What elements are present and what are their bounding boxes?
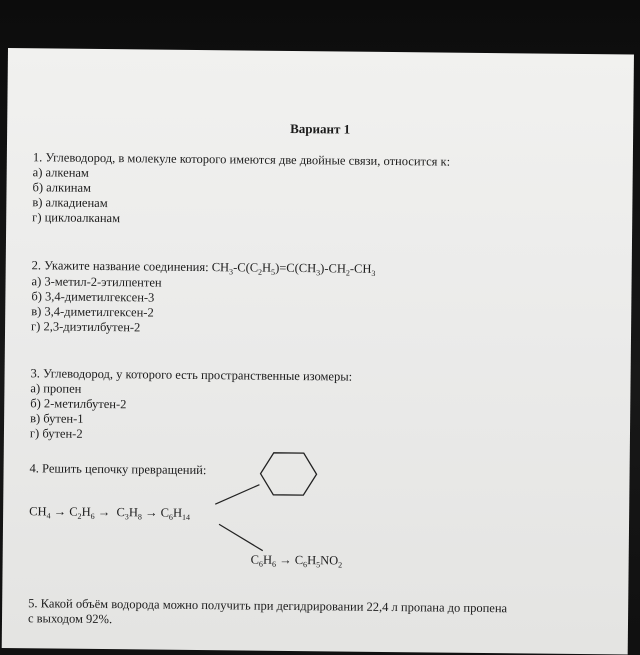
question-4-text: 4. Решить цепочку превращений: xyxy=(29,461,207,478)
question-3-text: 3. Углеводород, у которого есть пространственные изомеры: xyxy=(30,366,353,384)
variant-title: Вариант 1 xyxy=(290,120,351,137)
reaction-branch-lines xyxy=(213,480,274,561)
question-1-option-c: в) алкадиенам xyxy=(32,195,108,211)
question-2-option-b: б) 3,4-диметилгексен-3 xyxy=(31,289,155,305)
question-1-option-d: г) циклоалканам xyxy=(32,210,121,226)
question-2-option-a: а) 3-метил-2-этилпентен xyxy=(31,274,162,290)
question-2-formula: $CH_3-C(C_2H_5)=C(CH_3)-CH_2-CH_3$ xyxy=(211,260,376,278)
question-5-line-1: 5. Какой объём водорода можно получить при дегидрировании 22,4 л пропана до пропена xyxy=(28,596,508,616)
question-1-text: 1. Углеводород, в молекуле которого имеются две двойные связи, относится к: xyxy=(32,150,451,169)
question-3-option-b: б) 2-метилбутен-2 xyxy=(30,396,127,412)
worksheet-page xyxy=(2,48,634,655)
question-3-option-c: в) бутен-1 xyxy=(30,411,84,426)
arrow-icon: → xyxy=(97,504,111,520)
question-1-option-b: б) алкинам xyxy=(32,180,92,195)
question-2-option-c: в) 3,4-диметилгексен-2 xyxy=(31,304,154,320)
arrow-icon: → xyxy=(144,505,158,520)
question-2-option-d: г) 2,3-диэтилбутен-2 xyxy=(31,319,141,335)
question-1-option-a: а) алкенам xyxy=(32,165,89,180)
arrow-icon: → xyxy=(279,552,292,567)
question-3-option-d: г) бутен-2 xyxy=(29,426,83,441)
arrow-icon: → xyxy=(53,504,67,519)
reaction-chain-main: $CH_4 \to C_2H_6 \to C_3H_8 \to C_6H_{14}$ xyxy=(29,504,191,522)
question-5-line-2: с выходом 92%. xyxy=(27,611,113,627)
question-2-prefix: 2. Укажите название соединения: xyxy=(31,258,212,275)
question-3-option-a: а) пропен xyxy=(30,381,82,396)
reaction-chain-branch: $C_6H_6 \to C_6H_5NO_2$ xyxy=(250,552,343,570)
